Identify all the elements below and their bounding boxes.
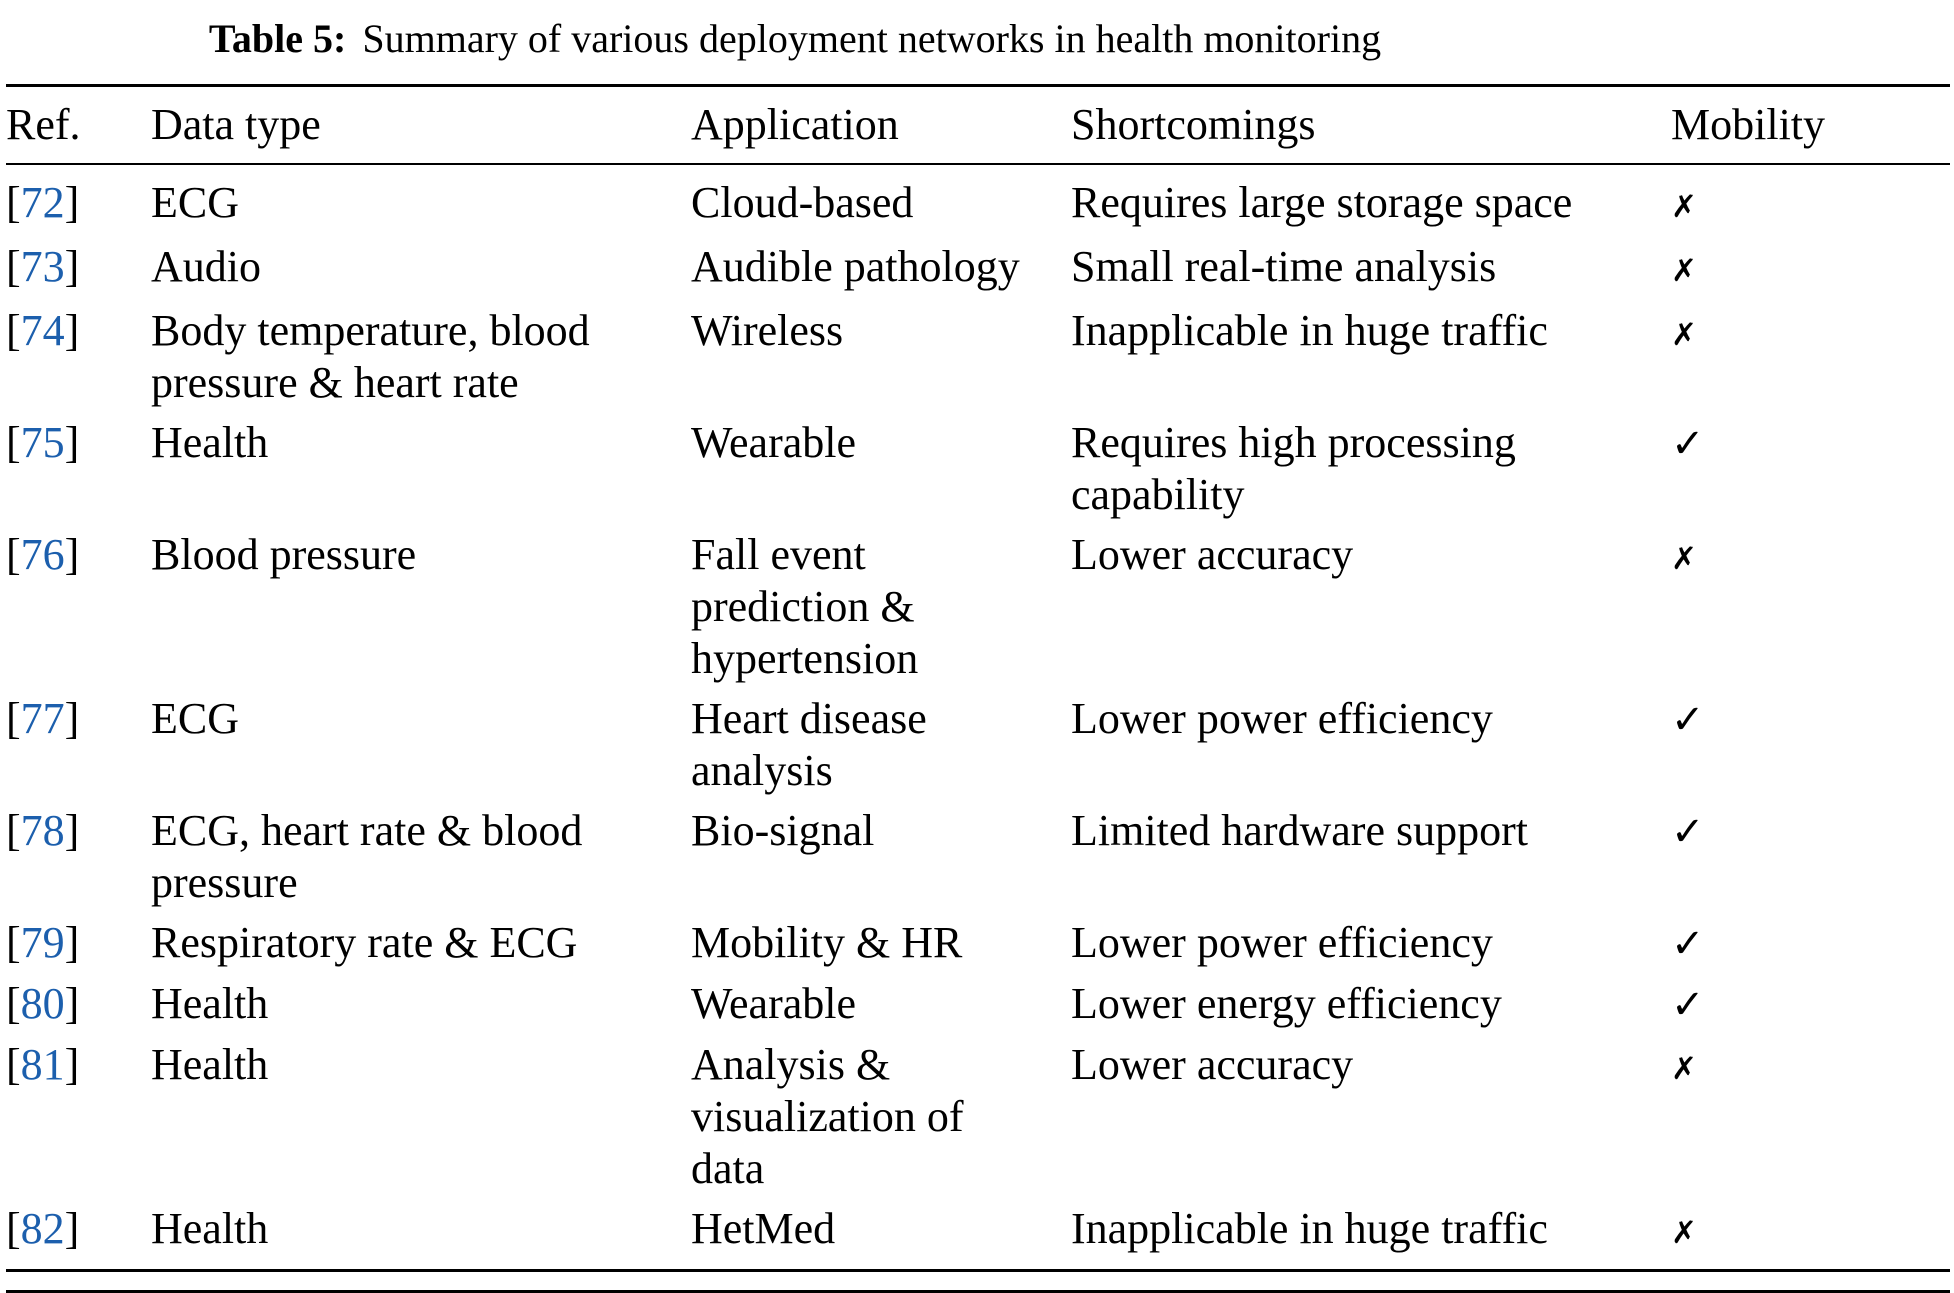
shortcomings-cell: Requires large storage space: [1071, 178, 1573, 227]
check-icon: ✓: [1671, 921, 1705, 967]
shortcomings-cell: Limited hardware support: [1071, 806, 1528, 855]
data-type-cell: Health: [151, 1040, 269, 1089]
application-cell: Wearable: [691, 979, 856, 1028]
ref-open-bracket: [: [6, 694, 21, 743]
mobility-cell: [1671, 1199, 1950, 1271]
mobility-cell: [1671, 913, 1950, 974]
ref-open-bracket: [: [6, 806, 21, 855]
ref-cell: [6, 413, 151, 525]
data-type-cell: ECG, heart rate & blood pressure: [151, 806, 583, 907]
shortcomings-cell: Lower power efficiency: [1071, 918, 1493, 967]
mobility-cell: [1671, 301, 1950, 413]
table-row: [6, 164, 1950, 237]
application-cell: Cloud-based: [691, 178, 914, 227]
table-row: [6, 689, 1950, 801]
shortcomings-cell: Inapplicable in huge traffic: [1071, 306, 1548, 355]
ref-open-bracket: [: [6, 1204, 21, 1253]
ref-cell: [6, 164, 151, 237]
ref-close-bracket: ]: [64, 418, 80, 467]
ref-cell: [6, 913, 151, 974]
shortcomings-cell: Lower power efficiency: [1071, 694, 1493, 743]
ref-open-bracket: [: [6, 1040, 21, 1089]
summary-table: [6, 84, 1950, 1272]
col-header-data-type: Data type: [151, 86, 691, 165]
table-row: [6, 1035, 1950, 1199]
mobility-cell: [1671, 413, 1950, 525]
ref-link[interactable]: 79: [20, 918, 65, 967]
table-caption-label: Table 5:: [208, 16, 347, 61]
data-type-cell: ECG: [151, 694, 239, 743]
table-row: [6, 1199, 1950, 1271]
application-cell: Mobility & HR: [691, 918, 963, 967]
data-type-cell: Respiratory rate & ECG: [151, 918, 578, 967]
application-cell: Fall event prediction & hypertension: [691, 530, 919, 683]
ref-link[interactable]: 73: [20, 242, 65, 291]
shortcomings-cell: Lower accuracy: [1071, 530, 1354, 579]
mobility-cell: [1671, 237, 1950, 301]
ref-link[interactable]: 74: [20, 306, 65, 355]
application-cell: Analysis & visualization of data: [691, 1040, 964, 1193]
ref-open-bracket: [: [6, 306, 21, 355]
data-type-cell: Body temperature, blood pressure & heart rate: [151, 306, 590, 407]
mobility-cell: [1671, 525, 1950, 689]
ref-open-bracket: [: [6, 178, 21, 227]
ref-cell: [6, 974, 151, 1035]
check-icon: ✓: [1671, 809, 1705, 855]
header-row: [6, 86, 1950, 165]
table-caption-text: Summary of various deployment networks in health monitoring: [362, 16, 1382, 61]
ref-close-bracket: ]: [64, 918, 80, 967]
data-type-cell: Health: [151, 979, 269, 1028]
data-type-cell: Audio: [151, 242, 261, 291]
shortcomings-cell: Lower energy efficiency: [1071, 979, 1502, 1028]
ref-cell: [6, 689, 151, 801]
ref-close-bracket: ]: [64, 306, 80, 355]
col-header-shortcomings: Shortcomings: [1071, 86, 1671, 165]
ref-close-bracket: ]: [64, 530, 80, 579]
mobility-cell: [1671, 164, 1950, 237]
ref-cell: [6, 1199, 151, 1271]
ref-cell: [6, 237, 151, 301]
ref-link[interactable]: 77: [20, 694, 65, 743]
table-row: [6, 974, 1950, 1035]
ref-link[interactable]: 81: [20, 1040, 65, 1089]
ref-close-bracket: ]: [64, 1204, 80, 1253]
application-cell: Bio-signal: [691, 806, 875, 855]
application-cell: Heart disease analysis: [691, 694, 927, 795]
application-cell: Audible pathology: [691, 242, 1020, 291]
check-icon: ✓: [1671, 982, 1705, 1028]
data-type-cell: Blood pressure: [151, 530, 417, 579]
col-header-mobility: Mobility: [1671, 86, 1950, 165]
ref-close-bracket: ]: [64, 178, 80, 227]
ref-close-bracket: ]: [64, 694, 80, 743]
cross-icon: ✗: [1671, 189, 1697, 225]
cross-icon: ✗: [1671, 1215, 1697, 1251]
col-header-ref: Ref.: [6, 86, 151, 165]
check-icon: ✓: [1671, 697, 1705, 743]
col-header-application: Application: [691, 86, 1071, 165]
shortcomings-cell: Small real-time analysis: [1071, 242, 1497, 291]
cross-icon: ✗: [1671, 541, 1697, 577]
table-body: [6, 164, 1950, 1271]
ref-link[interactable]: 80: [20, 979, 65, 1028]
table-row: [6, 801, 1950, 913]
ref-cell: [6, 301, 151, 413]
data-type-cell: Health: [151, 1204, 269, 1253]
mobility-cell: [1671, 974, 1950, 1035]
mobility-cell: [1671, 1035, 1950, 1199]
cross-icon: ✗: [1671, 1051, 1697, 1087]
ref-link[interactable]: 75: [20, 418, 65, 467]
data-type-cell: Health: [151, 418, 269, 467]
table-row: [6, 913, 1950, 974]
ref-cell: [6, 1035, 151, 1199]
ref-cell: [6, 525, 151, 689]
ref-link[interactable]: 76: [20, 530, 65, 579]
table-row: [6, 525, 1950, 689]
application-cell: Wireless: [691, 306, 844, 355]
mobility-cell: [1671, 689, 1950, 801]
ref-cell: [6, 801, 151, 913]
table-header: [6, 86, 1950, 165]
ref-close-bracket: ]: [64, 242, 80, 291]
ref-close-bracket: ]: [64, 806, 80, 855]
table-caption: [6, 14, 1954, 64]
table-row: [6, 237, 1950, 301]
ref-link[interactable]: 72: [20, 178, 65, 227]
ref-open-bracket: [: [6, 979, 21, 1028]
shortcomings-cell: Lower accuracy: [1071, 1040, 1354, 1089]
ref-close-bracket: ]: [64, 1040, 80, 1089]
cross-icon: ✗: [1671, 317, 1697, 353]
shortcomings-cell: Requires high processing capability: [1071, 418, 1516, 519]
ref-link[interactable]: 82: [20, 1204, 65, 1253]
ref-open-bracket: [: [6, 418, 21, 467]
ref-open-bracket: [: [6, 530, 21, 579]
data-type-cell: ECG: [151, 178, 239, 227]
mobility-cell: [1671, 801, 1950, 913]
check-icon: ✓: [1671, 421, 1705, 467]
ref-close-bracket: ]: [64, 979, 80, 1028]
table-row: [6, 413, 1950, 525]
application-cell: HetMed: [691, 1204, 836, 1253]
table-row: [6, 301, 1950, 413]
shortcomings-cell: Inapplicable in huge traffic: [1071, 1204, 1548, 1253]
ref-open-bracket: [: [6, 918, 21, 967]
application-cell: Wearable: [691, 418, 856, 467]
cross-icon: ✗: [1671, 253, 1697, 289]
ref-open-bracket: [: [6, 242, 21, 291]
ref-link[interactable]: 78: [20, 806, 65, 855]
